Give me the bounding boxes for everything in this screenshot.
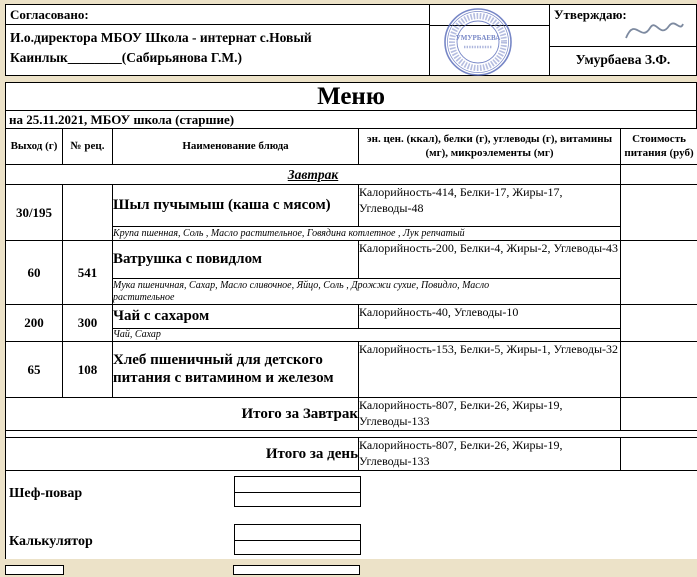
approval-section xyxy=(5,4,697,76)
dish-rec: 300 xyxy=(63,305,113,342)
spacer-cell xyxy=(6,431,697,438)
page-title: Меню xyxy=(5,82,697,110)
cost-cell xyxy=(621,398,697,431)
agreed-text xyxy=(6,25,429,72)
agreed-cell xyxy=(6,5,430,75)
chef-signature-box xyxy=(234,476,361,507)
dish-out: 60 xyxy=(6,241,63,305)
bottom-center-cell xyxy=(233,565,360,575)
dish-rec xyxy=(63,185,113,241)
col-header-dish: Наименование блюда xyxy=(113,129,359,165)
stamp-center-text: УМУРБАЕВА xyxy=(455,34,501,42)
bottom-left-cell xyxy=(5,565,64,575)
section-title: Завтрак xyxy=(287,166,339,182)
calculator-label: Калькулятор xyxy=(9,534,93,549)
calculator-signature-box xyxy=(234,524,361,555)
menu-body xyxy=(5,82,697,559)
agreed-line2: Каинлык________(Сабирьянова Г.М.) xyxy=(10,50,242,66)
calculator-row xyxy=(6,524,697,555)
total-breakfast-label: Итого за Завтрак xyxy=(6,398,359,431)
menu-document xyxy=(5,4,697,559)
total-day-label: Итого за день xyxy=(6,438,359,471)
total-day-row xyxy=(6,438,697,471)
chef-signature-line xyxy=(235,477,360,493)
section-cell xyxy=(6,165,621,185)
approve-label: Утверждаю: xyxy=(550,5,696,47)
agreed-label: Согласовано: xyxy=(6,5,429,25)
total-breakfast-nutrition: Калорийность-807, Белки-26, Жиры-19, Углеводы-133 xyxy=(359,398,621,431)
cost-cell xyxy=(621,438,697,471)
dish-ingredients-cell xyxy=(113,227,621,241)
menu-table xyxy=(5,128,697,471)
dish-ingredients-cell xyxy=(113,279,621,305)
col-header-out: Выход (г) xyxy=(6,129,63,165)
signature-icon xyxy=(622,14,686,46)
menu-subtitle: на 25.11.2021, МБОУ школа (старшие) xyxy=(5,110,697,128)
table-row xyxy=(6,342,697,398)
stamp-cell xyxy=(430,5,550,75)
dish-ingredients-cell xyxy=(113,329,621,342)
dish-out: 200 xyxy=(6,305,63,342)
dish-ingredients: Крупа пшенная, Соль , Масло растительное, Говядина котлетное , Лук репчатый xyxy=(113,227,465,239)
dish-ingredients: Мука пшеничная, Сахар, Масло сливочное, Яйцо, Соль , Дрожжи сухие, Повидло, Масло растительное xyxy=(113,280,490,303)
dish-name: Чай с сахаром xyxy=(113,305,359,329)
stamp-cell-top xyxy=(430,5,549,26)
chef-row xyxy=(6,476,697,507)
dish-rec: 541 xyxy=(63,241,113,305)
dish-name: Ватрушка с повидлом xyxy=(113,241,359,279)
approve-cell xyxy=(550,5,696,75)
col-header-rec: № рец. xyxy=(63,129,113,165)
dish-out: 65 xyxy=(6,342,63,398)
dish-out: 30/195 xyxy=(6,185,63,241)
total-day-nutrition: Калорийность-807, Белки-26, Жиры-19, Углеводы-133 xyxy=(359,438,621,471)
cost-cell xyxy=(621,241,697,305)
calculator-signature-line xyxy=(235,525,360,541)
header-row xyxy=(6,129,697,165)
dish-nutrition: Калорийность-200, Белки-4, Жиры-2, Углеводы-43 xyxy=(359,241,621,279)
col-header-cost: Стоимость питания (руб) xyxy=(621,129,697,165)
table-row xyxy=(6,305,697,329)
signatures-section xyxy=(5,471,697,559)
cost-cell xyxy=(621,342,697,398)
agreed-line1: И.о.директора МБОУ Школа - интернат с.Новый xyxy=(10,30,312,45)
cost-cell xyxy=(621,165,697,185)
dish-nutrition: Калорийность-153, Белки-5, Жиры-1, Углеводы-32 xyxy=(359,342,621,398)
total-breakfast-row xyxy=(6,398,697,431)
section-row xyxy=(6,165,697,185)
dish-nutrition: Калорийность-414, Белки-17, Жиры-17, Углеводы-48 xyxy=(359,185,621,227)
dish-name: Шыл пучымыш (каша с мясом) xyxy=(113,185,359,227)
table-row xyxy=(6,185,697,227)
col-header-nutrition: эн. цен. (ккал), белки (г), углеводы (г), витамины (мг), микроэлементы (мг) xyxy=(359,129,621,165)
cost-cell xyxy=(621,305,697,342)
dish-nutrition: Калорийность-40, Углеводы-10 xyxy=(359,305,621,329)
chef-label: Шеф-повар xyxy=(9,486,83,501)
cost-cell xyxy=(621,185,697,241)
spacer-row xyxy=(6,431,697,438)
dish-name: Хлеб пшеничный для детского питания с витамином и железом xyxy=(113,342,359,398)
dish-rec: 108 xyxy=(63,342,113,398)
approver-name: Умурбаева З.Ф. xyxy=(575,52,671,67)
table-row xyxy=(6,241,697,279)
dish-ingredients: Чай, Сахар xyxy=(113,329,161,341)
